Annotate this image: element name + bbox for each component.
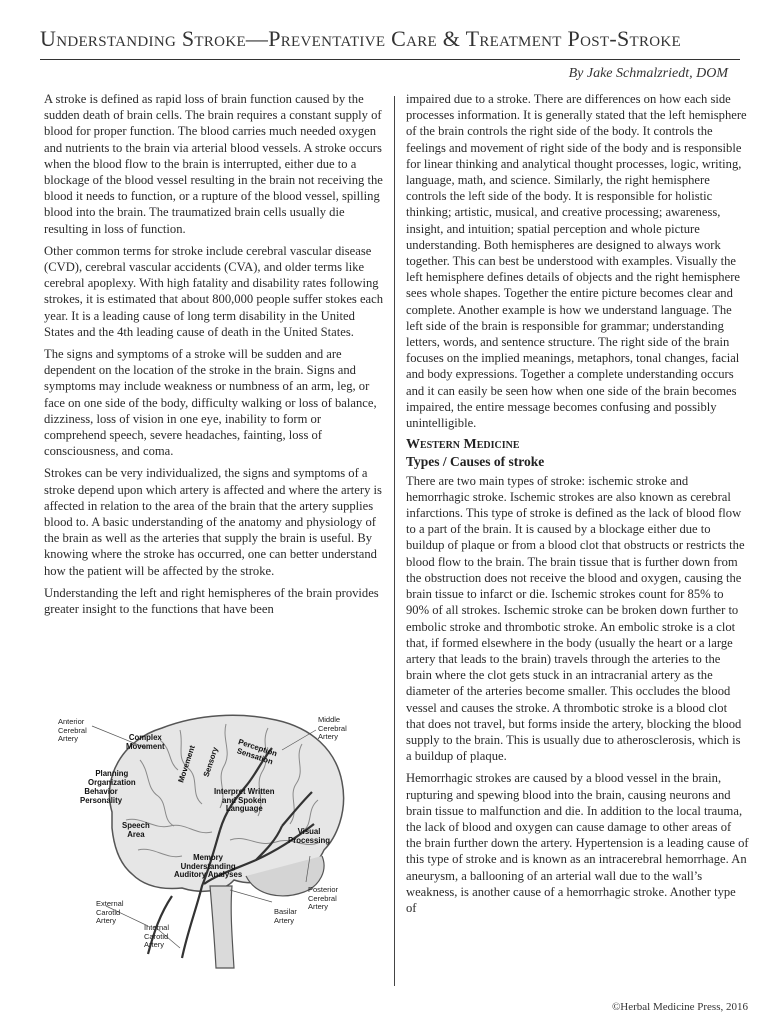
paragraph: The signs and symptoms of a stroke will be sudden and are dependent on the location of the stroke in the brain. Signs and symptoms may include weakness or numbness of an arm, leg, or face on one side of the body, difficulty walking or loss of balance, dizziness, loss of vision in one eye, inability to form or comprehend speech, severe headaches, fainting, loss of consciousness, and coma.	[44, 347, 377, 459]
byline: By Jake Schmalzriedt, DOM	[568, 66, 728, 81]
region-interpret-language: Interpret Written and Spoken Language	[214, 787, 275, 813]
region-behavior-personality: Behavior Personality	[80, 787, 123, 805]
brainstem	[210, 886, 234, 968]
region-memory-auditory: Memory Understanding Auditory Analyses	[174, 853, 243, 879]
page-title: Understanding Stroke—Preventative Care & Treatment Post-Stroke	[40, 26, 681, 51]
region-complex-movement: Complex Movement	[126, 733, 165, 751]
region-speech-area: Speech Area	[122, 821, 150, 839]
paragraph: impaired due to a stroke. There are differences on how each side processes information. It is generally stated that the left hemisphere of the brain controls the right side of the body. It controls the feelings and movement of right side of the body and is responsible for linear thinking and analytical thought processes, logic, writing, language, math, and science. Similarly, the right hemisphere controls the left side of the body. It is responsible for holistic thinking; artistic, musical, and creative processing; awareness, insight, and intuition; spatial perception and whole picture understanding. Both hemispheres are designed to always work together. This can best be understood with examples. Visually the left hemisphere defines details of objects and the right hemisphere sees whole shapes. Together the entire picture becomes clear and complete. Another example is how we understand language. The left side of the brain is responsible for grammar; understanding letters, words, and sentence structure. The right side of the brain focuses on the implied meanings, metaphors, tonal changes, facial and body expressions. Together a complete understanding occurs and it can easily be seen how when one side of the brain becomes impaired, the entire message becomes confusing and possibly unintelligible.	[406, 92, 747, 431]
left-column	[44, 91, 384, 623]
label-basilar-artery: Basilar Artery	[274, 907, 297, 925]
region-sensory: Sensory	[201, 745, 220, 779]
paragraph: Hemorrhagic strokes are caused by a blood vessel in the brain, rupturing and spewing blood into the brain, causing neurons and brain tissue to malfunction and die. In addition to the local trauma, the lack of blood and oxygen can cause damage to other areas of the brain further down the artery. Hypertension is a leading cause of this type of stroke and is known as an intracerebral hemorrhage. An aneurysm, a ballooning of an arterial wall due to the wall’s weakness, is another cause of a hemorrhagic stroke. Another type of	[406, 771, 749, 915]
region-movement: Movement	[176, 744, 197, 784]
copyright-footer: ©Herbal Medicine Press, 2016	[611, 1001, 748, 1013]
paragraph: Understanding the left and right hemispheres of the brain provides greater insight to the functions that have been	[44, 585, 379, 617]
column-divider	[394, 96, 395, 986]
paragraph: A stroke is defined as rapid loss of brain function caused by the sudden death of brain cells. The brain requires a constant supply of blood for proper function. The blood carries much needed oxygen and nutrients to the brain via arterial blood vessels. A stroke occurs when the blood flow to the brain is interrupted, either due to a blockage of the blood vessel resulting in the brain not receiving the blood it needs to function, or a rupture of the blood vessel, spilling blood into the brain. The traumatized brain cells usually die resulting in loss of function.	[44, 92, 383, 236]
subheading: Types / Causes of stroke	[406, 454, 545, 470]
region-visual-processing: Visual Processing	[288, 827, 331, 845]
right-column	[406, 91, 749, 922]
paragraph: Strokes can be very individualized, the signs and symptoms of a stroke depend upon which artery is affected and where the artery is affected in relation to the area of the brain that the artery supplies blood to. A basic understanding of the anatomy and physiology of the brain as well as the arteries that supply the brain is useful. By knowing where the stroke has occurred, one can better understand how the patient will be affected by the stroke.	[44, 466, 382, 578]
region-planning-organization: Planning Organization	[88, 769, 136, 787]
paragraph: Other common terms for stroke include cerebral vascular disease (CVD), cerebral vascular accidents (CVA), and older terms like cerebral apoplexy. With high fatality and disability rates following strokes, it is estimated that about 800,000 people suffer stokes each year. It is a leading cause of long term disability in the United States and the 4th leading cause of death in the United States.	[44, 243, 384, 339]
label-external-carotid-artery: External Carotid Artery	[96, 899, 124, 925]
brain-illustration	[50, 700, 385, 975]
section-heading: Western Medicine	[406, 437, 520, 453]
label-middle-cerebral-artery: Middle Cerebral Artery	[318, 715, 347, 741]
paragraph: There are two main types of stroke: ischemic stroke and hemorrhagic stroke. Ischemic strokes are also known as cerebral infarctions. This type of stroke is defined as the lack of blood flow to a part of the brain. It is caused by a blockage either due to buildup of plaque or from a blood clot that obstructs or restricts the blood flow to the brain. The brain tissue that is further down from the obstruction does not receive the blood and oxygen, causing the brain tissue to infarct or die. Ischemic strokes count for 85% to 90% of all strokes. Ischemic stroke can be broken down further to embolic stroke and thrombotic stroke. An embolic stroke is a clot that, if formed elsewhere in the body (usually the heart or a large artery that leads to the brain) travels through the arteries to the brain where the clot gets stuck in an intracranial artery as the diameter of the arteries become smaller. This occludes the blood vessel and causes the stroke. A thrombotic stroke is a blood clot that does not travel, but forms inside the artery, blocking the blood supply to the brain. This is usually due to atherosclerosis, which is a buildup of plaque.	[406, 473, 745, 764]
title-rule	[40, 59, 740, 60]
label-anterior-cerebral-artery: Anterior Cerebral Artery	[58, 717, 87, 743]
label-posterior-cerebral-artery: Posterior Cerebral Artery	[308, 885, 339, 911]
label-internal-carotid-artery: Internal Carotid Artery	[144, 923, 170, 949]
region-perception-sensation: Perception Sensation	[235, 737, 279, 766]
